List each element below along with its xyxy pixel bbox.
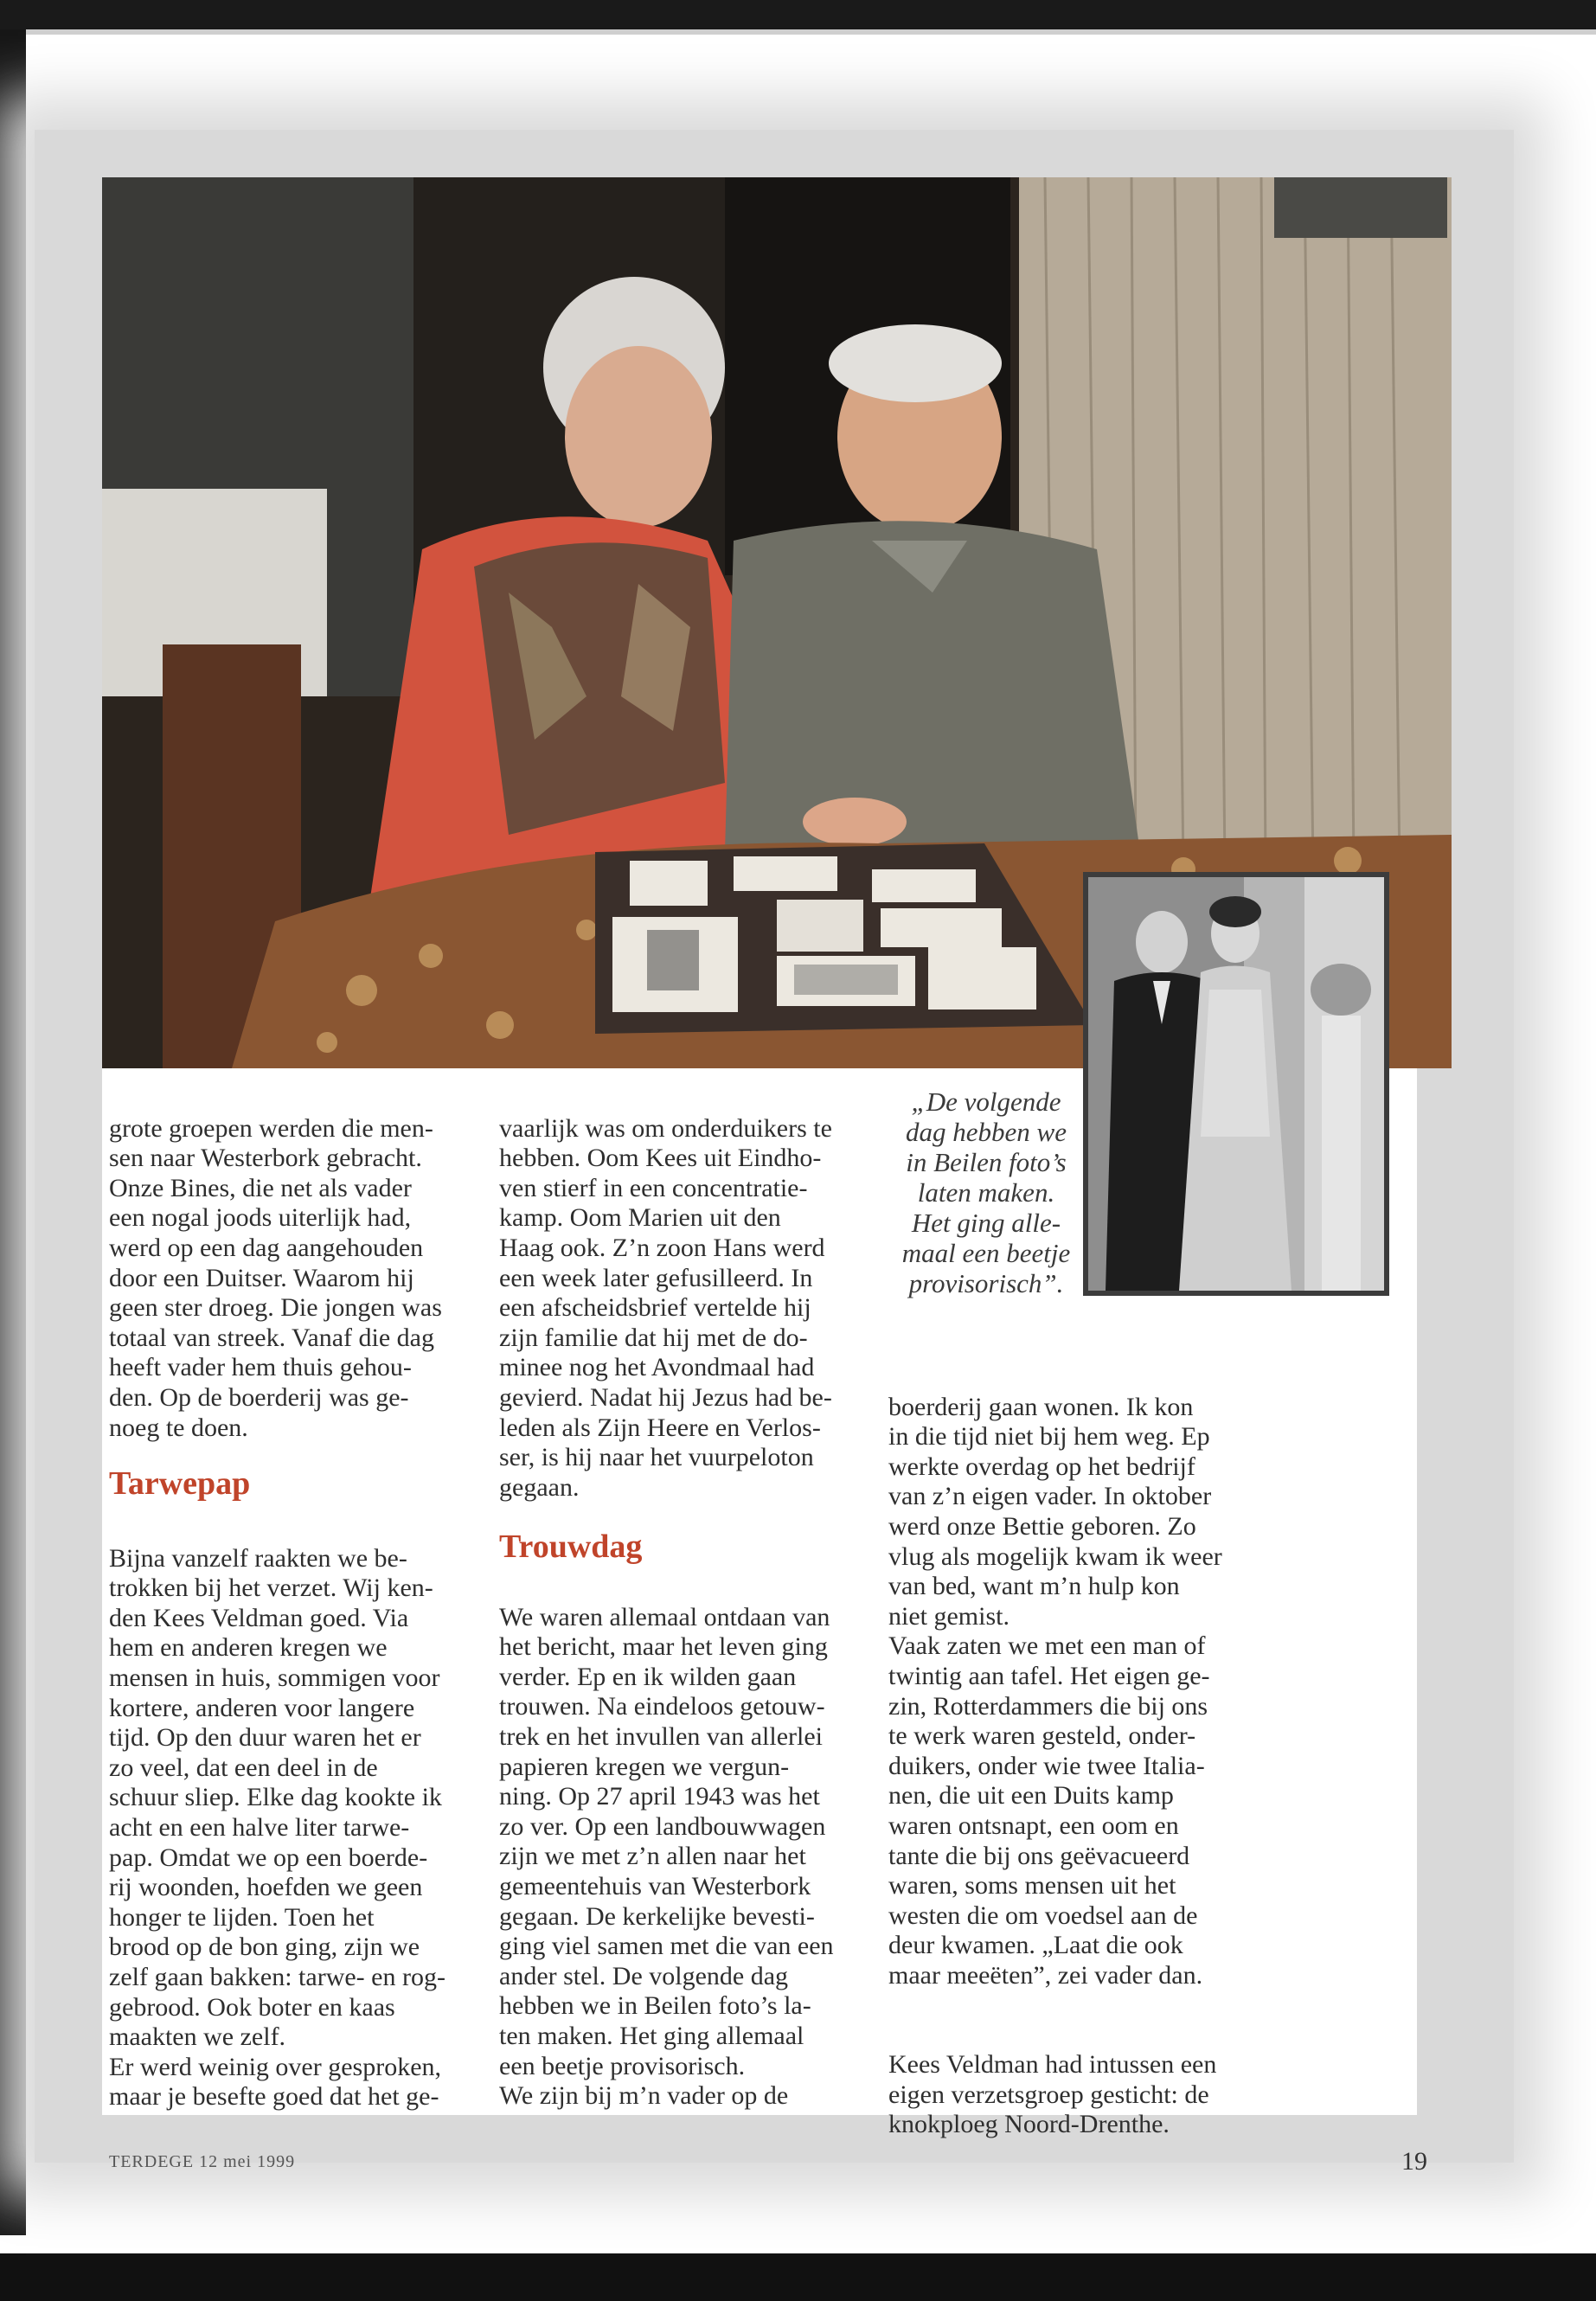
page-number: 19: [1401, 2147, 1427, 2176]
scan-border-top-inner: [0, 29, 1596, 35]
heading-trouwdag: Trouwdag: [499, 1529, 643, 1565]
pull-quote: „De volgende dag hebben we in Beilen foto’s laten maken. Het ging alle- maal een beetje provisorisch”.: [901, 1086, 1071, 1298]
text-column-1-tarwepap: [109, 1514, 464, 2142]
paragraph-boerderij: boerderij gaan wonen. Ik kon in die tijd niet bij hem weg. Ep werkte overdag op het bedrijf van z’n eigen vader. In oktober werd onze Bettie geboren. Zo vlug als mogelijk kwam ik weer van bed, want m’n hulp kon niet gemist. Vaak zaten we met een man of twintig aan tafel. Het eigen ge- zin, Rotterdammers die bij ons te werk waren gesteld, onder- duikers, onder wie twee Italia- nen, die uit een Duits kamp waren ontsnapt, een oom en tante die bij ons geëvacueerd waren, soms mensen uit het westen die om voedsel aan de deur kwamen. „Laat die ook maar meeëten”, zei vader dan.: [888, 1392, 1222, 1990]
scan-border-left: [0, 29, 26, 2235]
inset-wedding-photo: [1083, 872, 1389, 1296]
paragraph-tarwepap: Bijna vanzelf raakten we be- trokken bij het verzet. Wij ken- den Kees Veldman goed. Via hem en anderen kregen we mensen in huis, sommigen voor kortere, anderen voor langere tijd. Op den duur waren het er zo veel, dat een deel in de schuur sliep. Elke dag kookte ik acht en een halve liter tarwe- pap. Omdat we op een boerde- rij woonden, hoefden we geen honger te lijden. Toen het brood op de bon ging, zijn we zelf gaan bakken: tarwe- en rog- gebrood. Ook boter en kaas maakten we zelf. Er werd weinig over gesproken, maar je besefte goed dat het ge-: [109, 1543, 445, 2112]
paragraph-intro: grote groepen werden die men- sen naar Westerbork gebracht. Onze Bines, die net als vader een nogal joods uiterlijk had, werd op een dag aangehouden door een Duitser. Waarom hij geen ster droeg. Die jongen was totaal van streek. Vanaf die dag heeft vader hem thuis gehou- den. Op de boerderij was ge- noeg te doen.: [109, 1113, 442, 1442]
paragraph-trouwdag: We waren allemaal ontdaan van het bericht, maar het leven ging verder. Ep en ik wilden gaan trouwen. Na eindeloos getouw- trek en het invullen van allerlei papieren kregen we vergun- ning. Op 27 april 1943 was het zo ver. Op een landbouwwagen zijn we met z’n allen naar het gemeentehuis van Westerbork gegaan. De kerkelijke bevesti- ging viel samen met die van een ander stel. De volgende dag hebben we in Beilen foto’s la- ten maken. Het ging allemaal een beetje provisorisch. We zijn bij m’n vader op de: [499, 1602, 834, 2111]
scan-border-bottom: [0, 2253, 1596, 2301]
text-column-3: [888, 1362, 1252, 2170]
text-column-2-intro: [499, 1084, 854, 1533]
text-column-1-intro: [109, 1084, 464, 1473]
text-column-2-trouwdag: [499, 1573, 854, 2141]
paragraph-knokploeg: Kees Veldman had intussen een eigen verzetsgroep gesticht: de knokploeg Noord-Drenthe.: [888, 2050, 1217, 2139]
paragraph-concentration-camp: vaarlijk was om onderduikers te hebben. Oom Kees uit Eindho- ven stierf in een concentratie- kamp. Oom Marien uit den Haag ook. Z’n zoon Hans werd een week later gefusilleerd. In een afscheidsbrief vertelde hij zijn familie dat hij met de do- minee nog het Avondmaal had gevierd. Nadat hij Jezus had be- leden als Zijn Heere en Verlos- ser, is hij naar het vuurpeloton gegaan.: [499, 1113, 832, 1502]
heading-tarwepap: Tarwepap: [109, 1465, 251, 1502]
scan-border-top: [0, 0, 1596, 29]
footer-publication: TERDEGE 12 mei 1999: [109, 2152, 296, 2171]
